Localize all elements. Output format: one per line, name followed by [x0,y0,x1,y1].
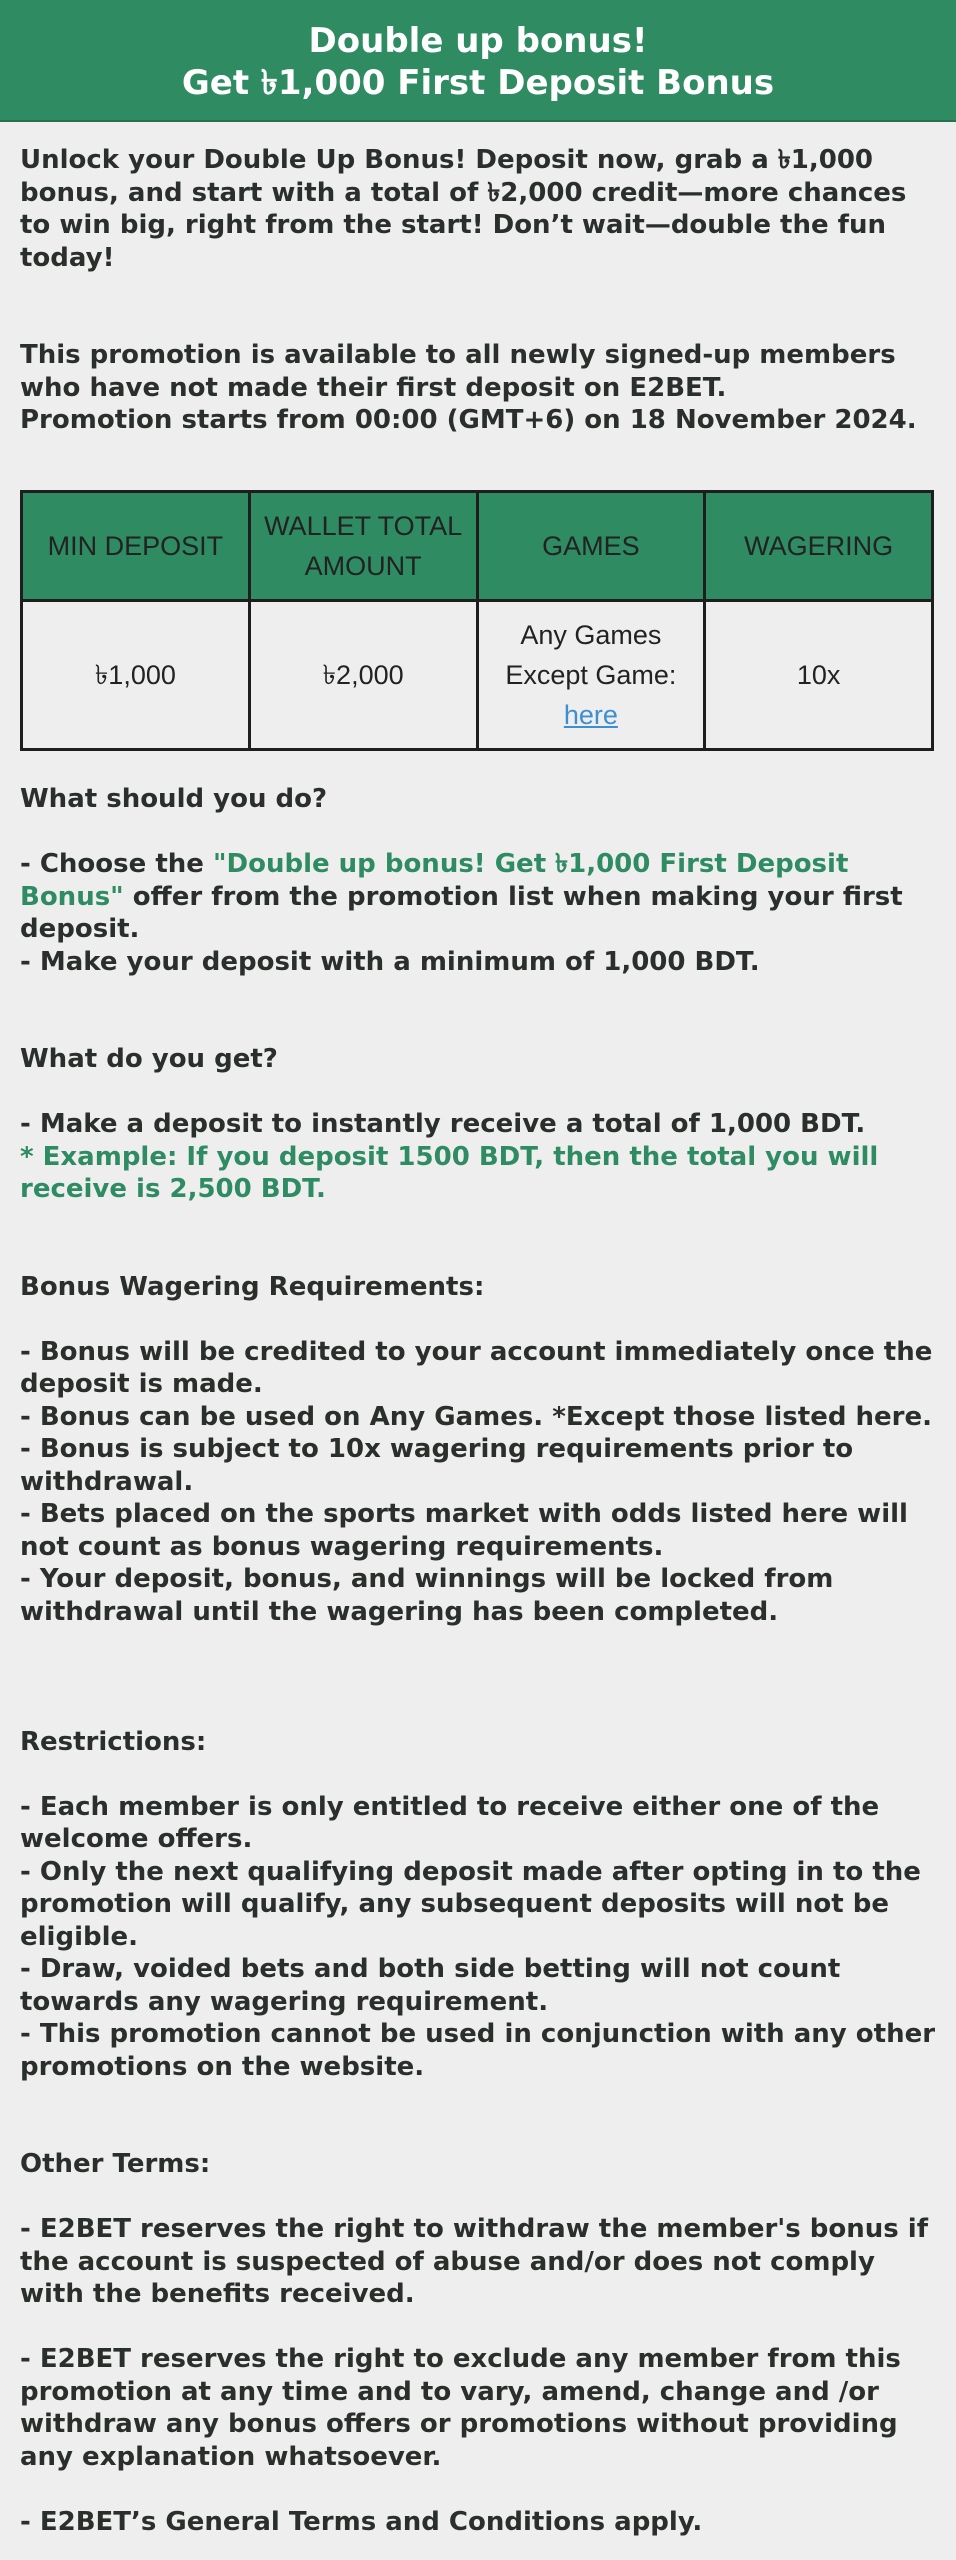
list-item: - Draw, voided bets and both side betting will not count towards any wagering requirement. [20,1954,841,2017]
list-item: - Bets placed on the sports market with odds listed here will not count as bonus wagering requirements. [20,1499,908,1562]
section-title: What should you do? [20,784,328,814]
table-row [22,600,933,749]
term-withdraw-bonus: - E2BET reserves the right to withdraw the member's bonus if the account is suspected of abuse and/or does not comply with the benefits received. [20,2214,929,2309]
section-title: What do you get? [20,1044,278,1074]
section-wagering-requirements [20,1271,936,1629]
promo-summary-table [20,490,934,751]
excluded-games-link[interactable]: here [563,699,618,730]
deposit-step: - Make your deposit with a minimum of 1,000 BDT. [20,946,760,977]
list-item: - Your deposit, bonus, and winnings will be locked from withdrawal until the wagering has been completed. [20,1564,834,1627]
col-games: GAMES [477,491,705,600]
section-what-to-do [20,783,936,978]
header-title: Double up bonus! [308,21,648,61]
col-wagering: WAGERING [705,491,933,600]
section-restrictions [20,1726,936,2084]
offer-name-highlight: "Double up bonus! Get ৳1,000 First Deposit Bonus" [20,849,849,912]
promo-content [0,144,956,2538]
games-value [477,600,705,749]
table-header-row [22,491,933,600]
availability-text: This promotion is available to all newly signed-up members who have not made their first deposit on E2BET. [20,340,896,403]
section-title: Other Terms: [20,2149,211,2179]
promo-header [0,0,956,122]
list-item: - This promotion cannot be used in conjunction with any other promotions on the website. [20,2019,936,2082]
example-text: * Example: If you deposit 1500 BDT, then the total you will receive is 2,500 BDT. [20,1141,879,1204]
availability-block [20,339,936,437]
choose-offer-step: - Choose the "Double up bonus! Get ৳1,000 First Deposit Bonus" offer from the promotion list when making your first deposit. [20,849,903,944]
receive-text: - Make a deposit to instantly receive a total of 1,000 BDT. [20,1109,866,1139]
header-subtitle: Get ৳1,000 First Deposit Bonus [181,63,775,103]
intro-text: Unlock your Double Up Bonus! Deposit now, grab a ৳1,000 bonus, and start with a total of ৳2,000 credit—more chances to win big, right from the start! Don’t wait—double the fun today! [20,145,907,273]
term-exclude-member: - E2BET reserves the right to exclude any member from this promotion at any time and to vary, amend, change and /or withdraw any bonus offers or promotions without providing any explanation whatsoever. [20,2344,901,2472]
wallet-total-value: ৳2,000 [249,600,477,749]
list-item: - Bonus can be used on Any Games. *Except those listed here. [20,1401,932,1432]
list-item: - Bonus is subject to 10x wagering requirements prior to withdrawal. [20,1434,854,1497]
col-min-deposit: MIN DEPOSIT [22,491,250,600]
games-any: Any Games [520,619,662,650]
section-what-you-get [20,1043,936,1206]
section-title: Restrictions: [20,1726,207,1757]
list-item: - Only the next qualifying deposit made after opting in to the promotion will qualify, any subsequent deposits will not be eligible. [20,1856,921,1952]
col-wallet-total: WALLET TOTAL AMOUNT [249,491,477,600]
min-deposit-value: ৳1,000 [22,600,250,749]
promotion-start-text: Promotion starts from 00:00 (GMT+6) on 18 November 2024. [20,405,917,435]
list-item: - Bonus will be credited to your account immediately once the deposit is made. [20,1336,933,1399]
wagering-value: 10x [705,600,933,749]
term-general-conditions: - E2BET’s General Terms and Conditions apply. [20,2506,703,2537]
section-other-terms [20,2148,936,2538]
games-except: Except Game: [505,659,677,690]
list-item: - Each member is only entitled to receive either one of the welcome offers. [20,1791,880,1854]
section-title: Bonus Wagering Requirements: [20,1271,485,1302]
